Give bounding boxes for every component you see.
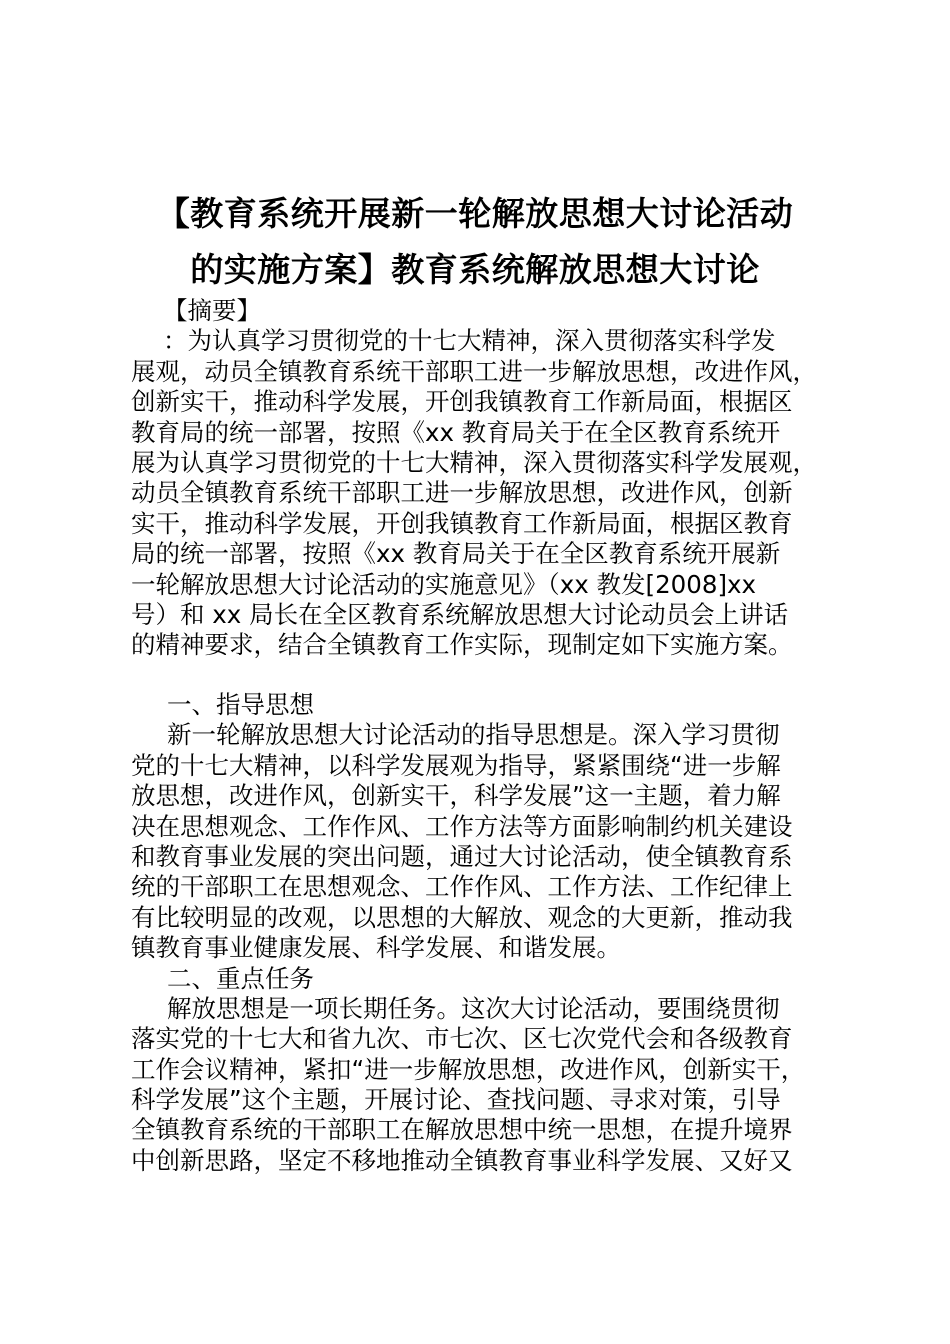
abstract-line: 展为认真学习贯彻党的十七大精神，深入贯彻落实科学发展观，	[131, 447, 817, 477]
section1-line: 放思想，改进作风，创新实干，科学发展”这一主题，着力解	[131, 781, 781, 811]
section1-line: 统的干部职工在思想观念、工作作风、工作方法、工作纪律上	[131, 872, 793, 902]
section1-line: 新一轮解放思想大讨论活动的指导思想是。深入学习贯彻	[167, 720, 780, 750]
abstract-line: 局的统一部署，按照《xx 教育局关于在全区教育系统开展新	[131, 539, 781, 569]
abstract-line: 展观，动员全镇教育系统干部职工进一步解放思想，改进作风，	[131, 356, 817, 386]
abstract-line: 实干，推动科学发展，开创我镇教育工作新局面，根据区教育	[131, 508, 793, 538]
section2-line: 中创新思路，坚定不移地推动全镇教育事业科学发展、又好又	[131, 1145, 793, 1175]
main-sections	[131, 690, 843, 1176]
section1-line: 党的十七大精神，以科学发展观为指导，紧紧围绕“进一步解	[131, 750, 781, 780]
abstract-line: 号）和 xx 局长在全区教育系统解放思想大讨论动员会上讲话	[131, 599, 789, 629]
section1-line: 和教育事业发展的突出问题，通过大讨论活动，使全镇教育系	[131, 841, 793, 871]
section2-line: 落实党的十七大和省九次、市七次、区七次党代会和各级教育	[131, 1024, 793, 1054]
section2-line: 全镇教育系统的干部职工在解放思想中统一思想，在提升境界	[131, 1115, 793, 1145]
section2-line: 工作会议精神，紧扣“进一步解放思想，改进作风，创新实干，	[131, 1054, 806, 1084]
section1-line: 镇教育事业健康发展、科学发展、和谐发展。	[131, 933, 621, 963]
section-heading-guiding-ideology: 一、指导思想	[167, 690, 314, 719]
abstract-line: 的精神要求，结合全镇教育工作实际，现制定如下实施方案。	[131, 630, 793, 660]
abstract-line: 创新实干，推动科学发展，开创我镇教育工作新局面，根据区	[131, 387, 793, 417]
section1-line: 有比较明显的改观，以思想的大解放、观念的大更新，推动我	[131, 902, 793, 932]
document-title-line-1: 【教育系统开展新一轮解放思想大讨论活动	[156, 194, 794, 233]
section-heading-key-tasks: 二、重点任务	[167, 963, 314, 993]
abstract-line: 动员全镇教育系统干部职工进一步解放思想，改进作风，创新	[131, 478, 793, 508]
abstract-line: ：为认真学习贯彻党的十七大精神，深入贯彻落实科学发	[163, 326, 776, 356]
document-title-line-2: 的实施方案】教育系统解放思想大讨论	[190, 250, 760, 289]
abstract-line: 一轮解放思想大讨论活动的实施意见》（xx 教发[2008]xx	[131, 569, 756, 599]
abstract-block	[131, 296, 843, 661]
abstract-line: 教育局的统一部署，按照《xx 教育局关于在全区教育系统开	[131, 417, 781, 447]
abstract-label: 【摘要】	[163, 296, 261, 325]
section2-line: 科学发展”这个主题，开展讨论、查找问题、寻求对策，引导	[131, 1085, 781, 1115]
section1-line: 决在思想观念、工作作风、工作方法等方面影响制约机关建设	[131, 811, 793, 841]
section2-line: 解放思想是一项长期任务。这次大讨论活动，要围绕贯彻	[167, 993, 780, 1023]
